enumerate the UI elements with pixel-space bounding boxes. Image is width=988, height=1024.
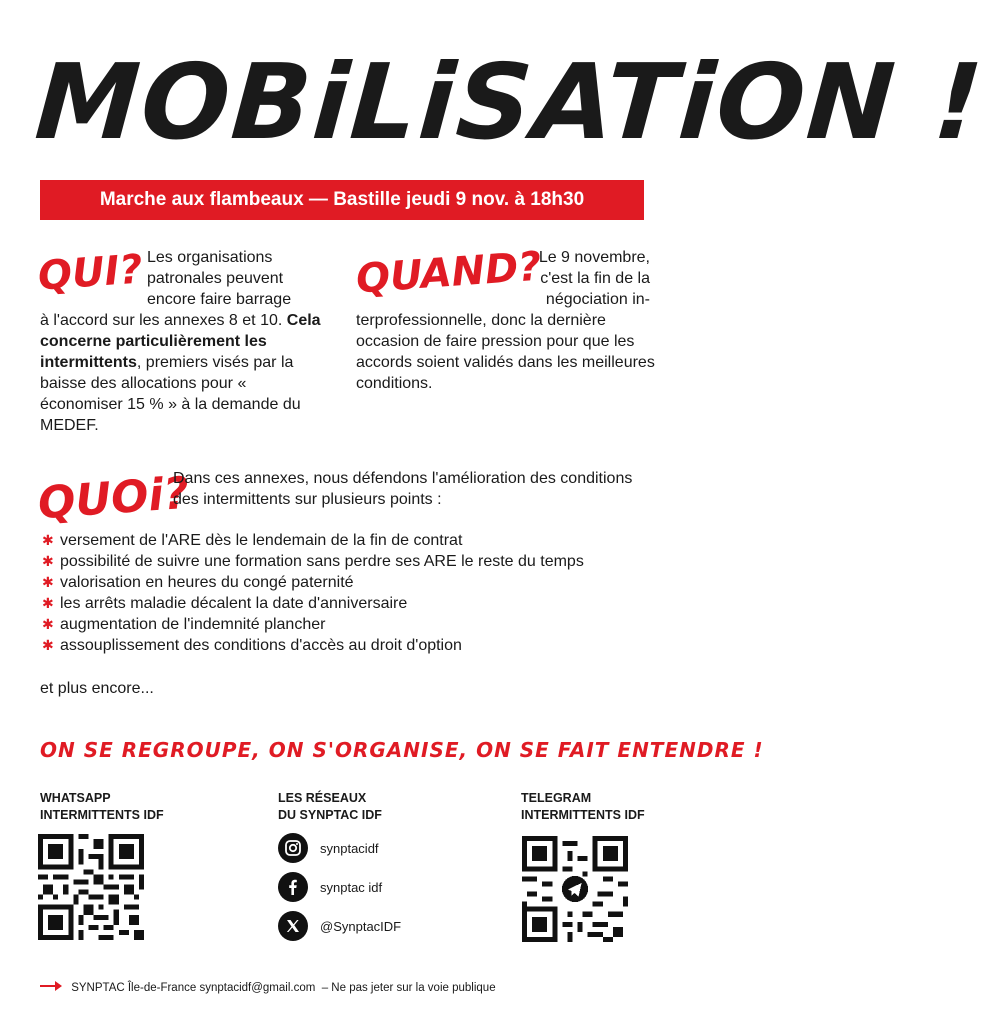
reseaux-heading-line2: DU SYNPTAC IDF	[278, 808, 382, 822]
list-item	[40, 614, 680, 635]
list-item	[40, 530, 680, 551]
list-item	[40, 551, 680, 572]
qui-bold-text: Cela concerne particulièrement les intermittents	[40, 312, 321, 371]
star-bullet-icon: ✱	[42, 637, 54, 653]
quand-heading: QUAND?	[354, 243, 543, 303]
facebook-handle: synptac idf	[320, 879, 383, 895]
star-bullet-icon: ✱	[42, 574, 54, 590]
social-instagram[interactable]	[278, 830, 401, 866]
list-item	[40, 572, 680, 593]
footer	[40, 978, 680, 998]
qui-line-1: Les organisations	[147, 249, 273, 266]
star-bullet-icon: ✱	[42, 616, 54, 632]
qui-text-end: , premiers visés par la baisse des allocations pour « économiser 15 % » à la demande du MEDEF.	[40, 354, 301, 434]
qui-top-lines	[147, 247, 317, 310]
point-text: valorisation en heures du congé paternité	[60, 574, 354, 591]
facebook-icon	[278, 872, 308, 902]
point-text: les arrêts maladie décalent la date d'anniversaire	[60, 595, 408, 612]
qui-line-2: patronales peuvent	[147, 270, 284, 287]
social-facebook[interactable]	[278, 869, 401, 905]
qr-code-icon	[38, 834, 144, 940]
whatsapp-heading	[40, 790, 164, 824]
qui-heading: QUI?	[36, 246, 145, 300]
quoi-more: et plus encore...	[40, 680, 154, 697]
reseaux-heading	[278, 790, 382, 824]
footer-email[interactable]: synptacidf@gmail.com	[199, 982, 316, 995]
list-item	[40, 635, 680, 656]
social-x[interactable]	[278, 908, 401, 944]
star-bullet-icon: ✱	[42, 532, 54, 548]
list-item	[40, 593, 680, 614]
qui-line-3: encore faire barrage	[147, 291, 292, 308]
reseaux-heading-line1: LES RÉSEAUX	[278, 791, 367, 805]
quand-line-3: négociation in-	[545, 291, 650, 308]
telegram-qr-code[interactable]	[522, 836, 628, 946]
instagram-handle: synptacidf	[320, 840, 379, 856]
footer-org: SYNPTAC Île-de-France	[71, 982, 197, 995]
telegram-heading-line1: TELEGRAM	[521, 791, 592, 805]
slogan: ON SE REGROUPE, ON S'ORGANISE, ON SE FAIT ENTENDRE !	[40, 738, 764, 762]
arrow-icon	[40, 978, 62, 998]
quand-top-lines	[520, 247, 650, 310]
social-list	[278, 830, 401, 944]
star-bullet-icon: ✱	[42, 553, 54, 569]
whatsapp-qr-code[interactable]	[38, 834, 144, 944]
instagram-icon	[278, 833, 308, 863]
point-text: versement de l'ARE dès le lendemain de la fin de contrat	[60, 532, 463, 549]
point-text: augmentation de l'indemnité plancher	[60, 616, 326, 633]
footer-note: – Ne pas jeter sur la voie publique	[321, 982, 496, 995]
telegram-heading-line2: INTERMITTENTS IDF	[521, 808, 645, 822]
point-text: possibilité de suivre une formation sans perdre ses ARE le reste du temps	[60, 553, 584, 570]
whatsapp-heading-line2: INTERMITTENTS IDF	[40, 808, 164, 822]
whatsapp-heading-line1: WHATSAPP	[40, 791, 111, 805]
quand-line-1: Le 9 novembre,	[538, 249, 650, 266]
x-icon	[278, 911, 308, 941]
quand-body: terprofessionnelle, donc la dernière occasion de faire pression pour que les accords soient validés dans les meilleures conditions.	[356, 312, 655, 392]
star-bullet-icon: ✱	[42, 595, 54, 611]
quand-line-2: c'est la fin de la	[540, 270, 650, 287]
quoi-points	[40, 530, 680, 656]
telegram-heading	[521, 790, 645, 824]
page-title: MOBiLiSATiON !	[31, 41, 988, 163]
qui-text-start: à l'accord sur les annexes 8 et 10.	[40, 312, 283, 329]
quoi-heading: QUOi?	[36, 467, 191, 530]
x-handle: @SynptacIDF	[320, 918, 402, 934]
event-banner: Marche aux flambeaux — Bastille jeudi 9 nov. à 18h30	[40, 180, 644, 220]
point-text: assouplissement des conditions d'accès au droit d'option	[60, 637, 462, 654]
qui-body	[40, 310, 322, 436]
quoi-intro: Dans ces annexes, nous défendons l'amélioration des conditions des intermittents sur plusieurs points :	[173, 470, 633, 508]
qr-code-icon	[522, 836, 628, 942]
